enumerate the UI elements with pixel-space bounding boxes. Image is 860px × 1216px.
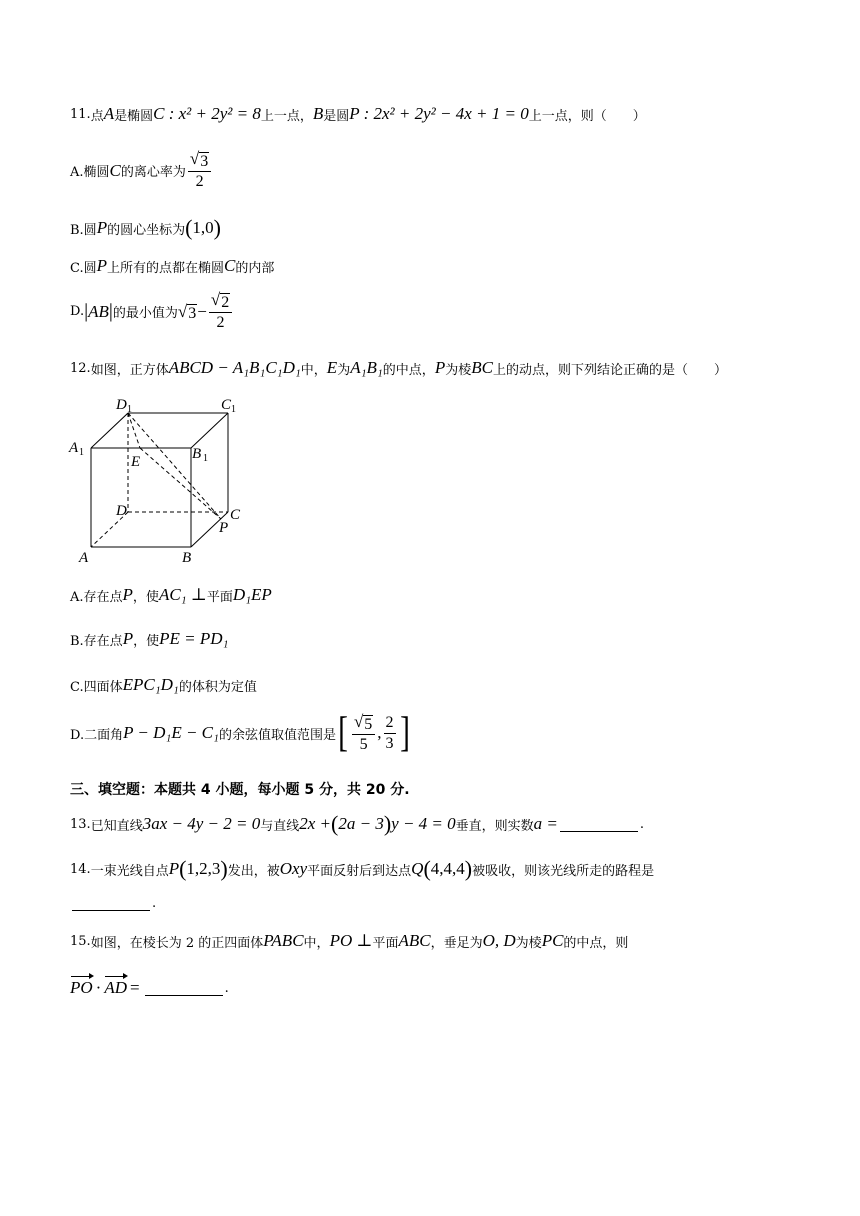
q11-option-b: B.圆 P 的圆心坐标为 ( 1,0 ) [70, 215, 221, 240]
svg-text:1: 1 [203, 453, 208, 464]
cube-figure [64, 392, 254, 570]
svg-text:1: 1 [127, 404, 132, 415]
q14-answer-line: . [70, 896, 156, 911]
label-C1: C [221, 397, 232, 413]
eccentricity-fraction: √ 3 2 [188, 150, 211, 191]
answer-blank-14[interactable] [72, 896, 150, 911]
q12-option-b: B.存在点 P ，使 PE = PD₁ [70, 629, 229, 649]
q13: 13. 已知直线 3ax − 4y − 2 = 0 与直线 2x + ( 2a − 3 ) y − 4 = 0 垂直，则实数 a = . [70, 811, 645, 836]
label-B: B [182, 550, 192, 566]
q11-stem: 11. 点 A 是椭圆 C : x² + 2y² = 8 上一点， B 是圆 P : 2x² + 2y² − 4x + 1 = 0 上一点，则（ ） [70, 104, 646, 124]
answer-blank-13[interactable] [560, 817, 638, 832]
q11-option-d: D. | AB | 的最小值为 √ 3 − √ 2 2 [70, 291, 234, 332]
label-A: A [79, 550, 89, 566]
section-3-heading: 三、填空题：本题共 4 小题，每小题 5 分，共 20 分. [70, 782, 410, 798]
svg-text:1: 1 [79, 447, 84, 458]
q15-answer-line: PO · AD = . [70, 978, 229, 997]
answer-blank-15[interactable] [145, 981, 223, 996]
label-A1: A [69, 440, 79, 456]
label-B1: B [192, 446, 202, 462]
q12-option-a: A.存在点 P ，使 AC₁ ⊥ 平面 D₁EP [70, 585, 272, 605]
q12-option-d: D.二面角 P − D₁E − C₁ 的余弦值取值范围是 [ √ 5 5 , $\frac{2}{3}$ ] [70, 710, 410, 756]
q12-stem: 12. 如图，正方体 ABCD − A₁B₁C₁D₁ 中， E 为 A₁B₁ 的中点， P 为棱 BC 上的动点，则下列结论正确的是（ ） [70, 358, 727, 378]
q11-option-a: A.椭圆 C 的离心率为 √ 3 2 [70, 150, 213, 191]
q12-option-c: C.四面体 EPC₁D₁ 的体积为定值 [70, 675, 257, 695]
circle-equation: P : 2x² + 2y² − 4x + 1 = 0 [349, 104, 529, 123]
label-P: P [219, 520, 229, 536]
vector-PO: PO [70, 978, 93, 997]
label-C: C [230, 507, 241, 523]
label-D1: D [116, 397, 127, 413]
svg-text:1: 1 [231, 404, 236, 415]
vector-AD: AD [104, 978, 128, 997]
label-E: E [131, 454, 141, 470]
label-D: D [116, 503, 127, 519]
q14: 14. 一束光线自点 P ( 1,2,3 ) 发出，被 Oxy 平面反射后到达点 Q ( 4,4,4 ) 被吸收，则该光线所走的路程是 [70, 856, 655, 881]
q11-option-c: C.圆 P 上所有的点都在椭圆 C 的内部 [70, 256, 275, 276]
ellipse-equation: C : x² + 2y² = 8 [153, 104, 261, 123]
q15: 15. 如图，在棱长为 2 的正四面体 PABC 中， PO ⊥ 平面 ABC ，垂足为 O, D 为棱 PC 的中点，则 [70, 931, 629, 951]
